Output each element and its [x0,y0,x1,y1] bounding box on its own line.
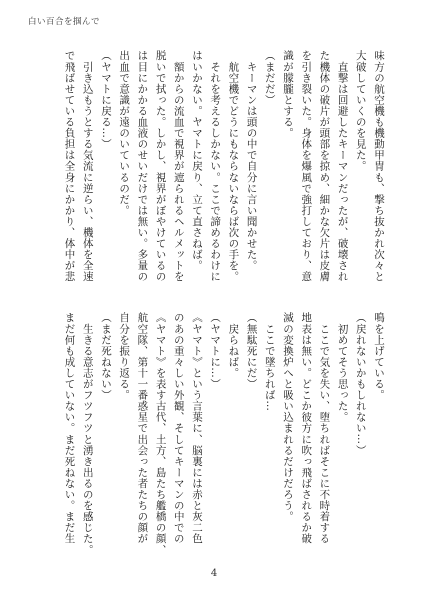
text-line: のあの重々しい外観、そしてキーマンの中での [172,312,185,545]
text-line: はいかない。ヤマトに戻り、立て直さねば。 [190,50,203,271]
text-line: （戻れないかもしれない…） [354,312,367,456]
text-line: 地表は無い。どこか彼方に吹っ飛ばされるか破 [300,312,313,545]
text-line: キーマンは頭の中で自分に言い聞かせた。 [245,50,258,271]
text-line: 識が朦朧とする。 [281,50,294,139]
text-line: 航空隊、第十一番惑星で出会った者たちの顔が [136,312,149,545]
text-line: まだ何も成していない。まだ死ねない。まだ生 [63,312,76,545]
text-line: 初めてそう思った。 [336,312,349,423]
text-line: （ヤマトに…） [209,312,222,390]
text-line: 鳴を上げている。 [373,312,385,401]
text-line: （ヤマトに戻る…） [99,50,112,150]
text-line: それを考えるしかない。ここで諦めるわけに [209,50,222,283]
text-line: （無駄死にだ） [245,312,258,390]
text-line: 引き込もうとする気流に逆らい、機体を全速 [81,50,94,283]
text-line: を引き裂いた。身体を爆風で強打しており、意 [300,50,313,283]
text-line: 滅の変換炉へと吸い込まれるだけだろう。 [281,312,294,522]
text-line: 戻らねば。 [227,312,240,379]
text-line: 出血で意識が遠のいているのだ。 [118,50,131,216]
text-line: 航空機でどうにもならないならば次の手を。 [227,50,240,283]
lower-text-block [60,312,388,556]
text-line: 直撃は回避したキーマンだったが、破壊され [336,50,349,283]
text-line: 生きる意志がフツフツと湧き出るのを感じた。 [81,312,94,556]
text-line: ここで墜ちれば… [263,312,276,412]
text-line: ここで気を失い、堕ちればそこに不時着する [318,312,331,545]
text-line: 額からの流血で視界が遮られるヘルメットを [172,50,185,283]
page-number: 4 [210,568,218,579]
text-line: 《ヤマト》を表す古代、土方、島たち艦橋の顔、 [154,312,167,556]
text-line: で飛ばせている負担は全身にかかり、体中が悲 [63,50,76,283]
text-line: （まだだ） [263,50,276,106]
text-line: （まだ死ねない） [99,312,112,401]
text-line: 味方の航空機も機動甲冑も、撃ち抜かれ次々と [373,50,385,283]
text-line: は目にかかる血液のせいだけでは無い。多量の [136,50,149,283]
running-header: 白い百合を掴んで [28,17,101,27]
text-line: 脱いで拭った。しかし、視界がぼやけているの [154,50,167,283]
text-line: た機体の破片が頭部を掠め、細かな欠片は皮膚 [318,50,331,283]
text-line: 自分を振り返る。 [118,312,131,401]
upper-text-block [60,50,388,290]
text-line: 《ヤマト》という言葉に、脳裏には赤と灰二色 [190,312,203,545]
text-line: 大破していくのを見た。 [354,50,367,172]
